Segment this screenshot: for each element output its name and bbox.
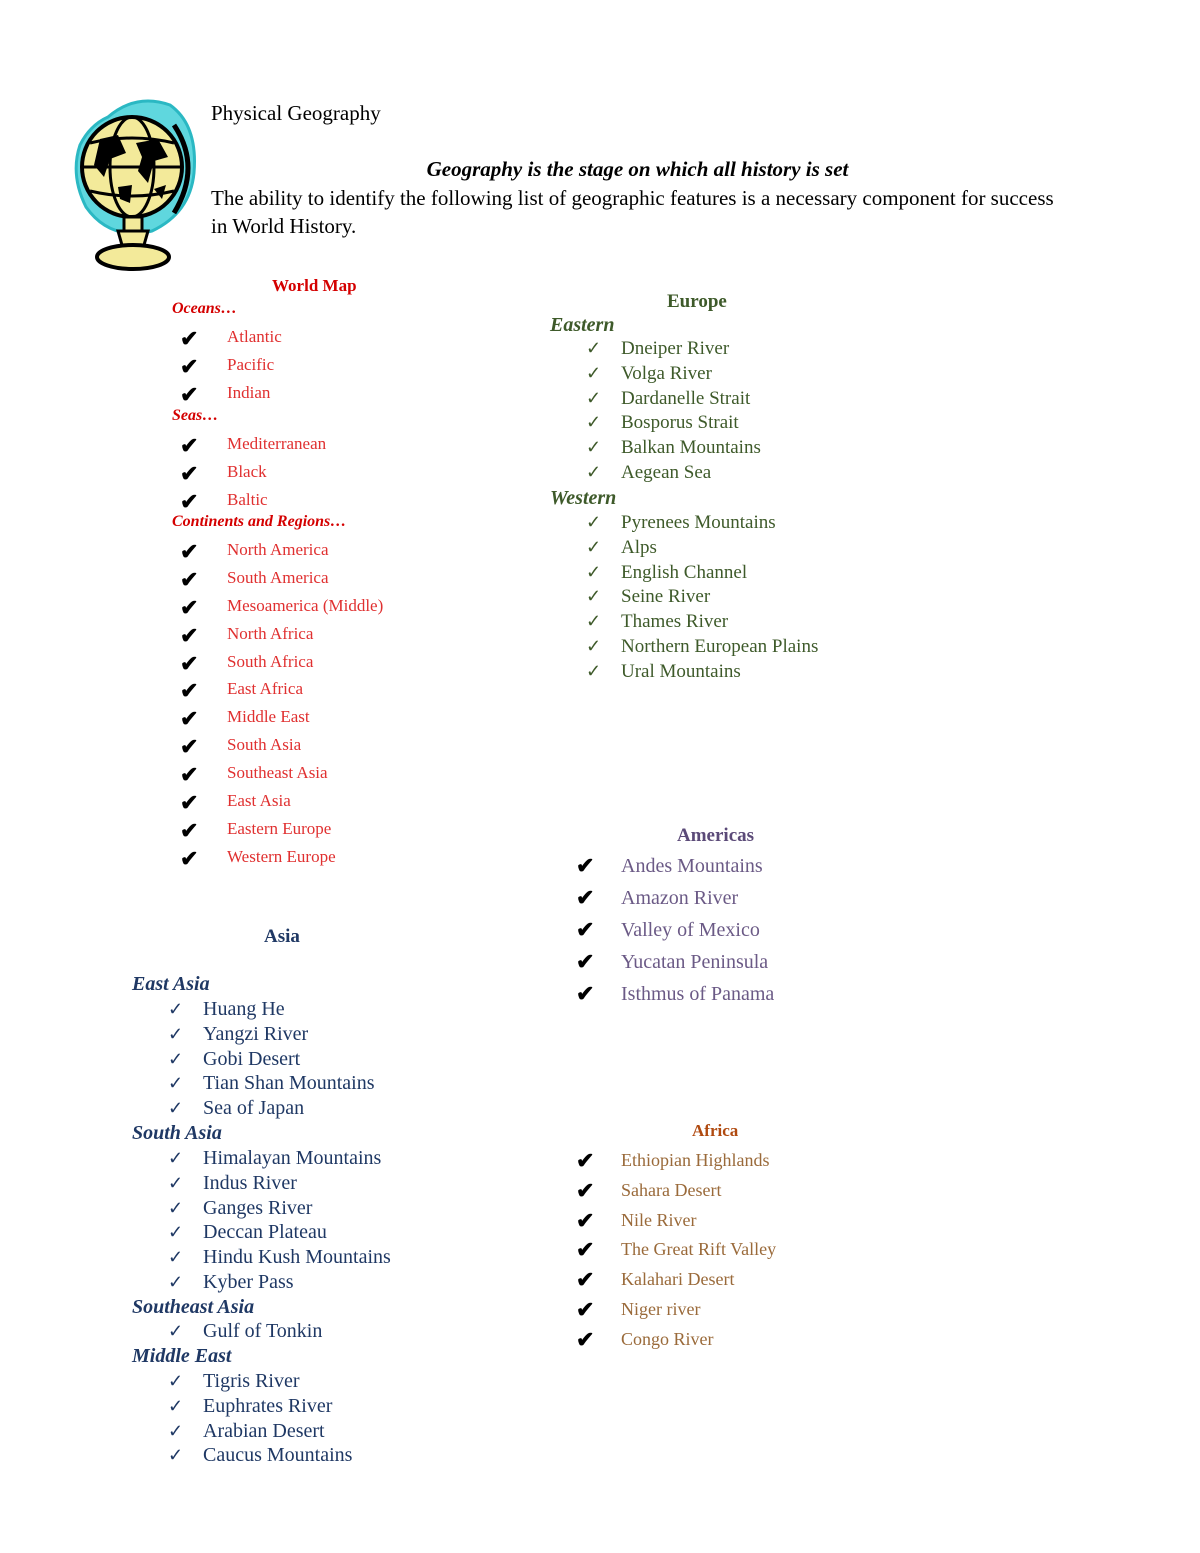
list-item: ✓ Dardanelle Strait bbox=[586, 387, 751, 409]
checkmark-icon: ✓ bbox=[168, 1172, 184, 1193]
world-map-heading: World Map bbox=[272, 276, 357, 295]
list-item: ✔ Isthmus of Panama bbox=[576, 981, 775, 1006]
checkmark-icon: ✓ bbox=[586, 362, 602, 383]
asia-heading: Asia bbox=[264, 926, 300, 947]
list-item: ✔ Ethiopian Highlands bbox=[576, 1148, 770, 1173]
list-item: ✓ Gulf of Tonkin bbox=[168, 1320, 323, 1342]
checkmark-icon: ✔ bbox=[180, 817, 199, 843]
checkmark-icon: ✔ bbox=[180, 461, 199, 486]
southeast-asia-list bbox=[168, 1320, 323, 1345]
list-item: ✔ Congo River bbox=[576, 1326, 714, 1352]
oceans-list bbox=[180, 326, 282, 410]
checkmark-icon: ✓ bbox=[168, 1048, 184, 1069]
list-item: ✔ Andes Mountains bbox=[576, 853, 763, 878]
east-asia-label: East Asia bbox=[132, 973, 210, 995]
seas-list bbox=[180, 433, 327, 517]
checkmark-icon: ✓ bbox=[168, 1271, 184, 1292]
checkmark-icon: ✓ bbox=[586, 561, 602, 582]
list-item: ✔ Amazon River bbox=[576, 885, 739, 910]
seas-label: Seas… bbox=[172, 407, 219, 424]
checkmark-icon: ✓ bbox=[586, 461, 602, 482]
checkmark-icon: ✓ bbox=[586, 536, 602, 557]
checkmark-icon: ✔ bbox=[576, 1148, 595, 1173]
checkmark-icon: ✔ bbox=[576, 885, 595, 910]
list-item: ✔ Atlantic bbox=[180, 326, 282, 351]
list-item: ✔ Eastern Europe bbox=[180, 817, 332, 843]
checkmark-icon: ✔ bbox=[576, 1267, 595, 1293]
list-item: ✓ Aegean Sea bbox=[586, 461, 712, 483]
checkmark-icon: ✔ bbox=[576, 1296, 595, 1322]
checkmark-icon: ✓ bbox=[168, 1420, 184, 1441]
list-item: ✓ Deccan Plateau bbox=[168, 1221, 327, 1244]
list-item: ✔ South Asia bbox=[180, 734, 302, 760]
east-asia-list bbox=[168, 998, 375, 1122]
list-item: ✓ Ural Mountains bbox=[586, 660, 741, 682]
checkmark-icon: ✔ bbox=[180, 845, 199, 871]
europe-heading: Europe bbox=[667, 291, 727, 312]
list-item: ✓ Indus River bbox=[168, 1171, 297, 1194]
checkmark-icon: ✓ bbox=[168, 1247, 184, 1268]
list-item: ✔ Mesoamerica (Middle) bbox=[180, 594, 384, 620]
list-item: ✔ Black bbox=[180, 461, 267, 486]
checkmark-icon: ✔ bbox=[576, 981, 595, 1006]
eastern-europe-label: Eastern bbox=[550, 314, 615, 336]
list-item: ✔ North Africa bbox=[180, 622, 314, 648]
list-item: ✔ South America bbox=[180, 566, 329, 592]
checkmark-icon: ✔ bbox=[180, 762, 199, 788]
checkmark-icon: ✓ bbox=[586, 512, 602, 532]
list-item: ✓ Huang He bbox=[168, 998, 285, 1020]
list-item: ✓ Euphrates River bbox=[168, 1394, 333, 1417]
list-item: ✓ Northern European Plains bbox=[586, 635, 819, 657]
middle-east-label: Middle East bbox=[132, 1345, 232, 1367]
checkmark-icon: ✓ bbox=[586, 437, 602, 458]
list-item: ✓ Himalayan Mountains bbox=[168, 1147, 382, 1169]
list-item: ✔ Indian bbox=[180, 382, 271, 407]
checkmark-icon: ✔ bbox=[180, 678, 199, 704]
americas-heading: Americas bbox=[677, 825, 755, 846]
checkmark-icon: ✓ bbox=[168, 1371, 184, 1391]
checkmark-icon: ✓ bbox=[168, 1321, 184, 1341]
list-item: ✓ Dneiper River bbox=[586, 338, 730, 359]
eastern-europe-list bbox=[586, 338, 761, 487]
list-item: ✔ Yucatan Peninsula bbox=[576, 949, 769, 974]
list-item: ✔ Western Europe bbox=[180, 845, 336, 871]
list-item: ✔ Valley of Mexico bbox=[576, 917, 760, 942]
checkmark-icon: ✔ bbox=[180, 566, 199, 592]
oceans-label: Oceans… bbox=[172, 300, 237, 317]
list-item: ✔ Southeast Asia bbox=[180, 762, 328, 788]
list-item: ✔ South Africa bbox=[180, 650, 314, 676]
checkmark-icon: ✔ bbox=[576, 1177, 595, 1203]
intro-paragraph: The ability to identify the following list of geographic features is a necessary component for success in World History. bbox=[211, 186, 1054, 238]
checkmark-icon: ✓ bbox=[586, 412, 602, 433]
continents-label: Continents and Regions… bbox=[172, 513, 347, 530]
list-item: ✓ Hindu Kush Mountains bbox=[168, 1246, 391, 1269]
list-item: ✓ Thames River bbox=[586, 611, 729, 633]
list-item: ✓ Gobi Desert bbox=[168, 1047, 301, 1070]
globe-icon bbox=[70, 95, 205, 280]
checkmark-icon: ✓ bbox=[168, 1222, 184, 1243]
list-item: ✔ Middle East bbox=[180, 706, 310, 732]
western-europe-label: Western bbox=[550, 487, 617, 509]
list-item: ✓ Ganges River bbox=[168, 1196, 313, 1219]
americas-list bbox=[576, 853, 775, 1013]
list-item: ✓ Volga River bbox=[586, 362, 712, 384]
checkmark-icon: ✓ bbox=[586, 586, 602, 607]
south-asia-label: South Asia bbox=[132, 1122, 222, 1144]
list-item: ✓ Pyrenees Mountains bbox=[586, 512, 776, 533]
checkmark-icon: ✓ bbox=[168, 1197, 184, 1218]
checkmark-icon: ✓ bbox=[168, 1148, 184, 1168]
checkmark-icon: ✔ bbox=[180, 734, 199, 760]
list-item: ✓ Seine River bbox=[586, 586, 711, 608]
list-item: ✔ The Great Rift Valley bbox=[576, 1237, 777, 1263]
checkmark-icon: ✔ bbox=[180, 706, 199, 732]
checkmark-icon: ✔ bbox=[576, 853, 595, 878]
list-item: ✔ East Asia bbox=[180, 790, 291, 816]
checkmark-icon: ✔ bbox=[180, 622, 199, 648]
list-item: ✔ North America bbox=[180, 539, 329, 564]
list-item: ✔ Niger river bbox=[576, 1296, 701, 1322]
checkmark-icon: ✓ bbox=[168, 1098, 184, 1119]
list-item: ✔ Kalahari Desert bbox=[576, 1267, 735, 1293]
checkmark-icon: ✓ bbox=[168, 1445, 184, 1466]
checkmark-icon: ✔ bbox=[180, 354, 199, 379]
checkmark-icon: ✓ bbox=[586, 387, 602, 408]
checkmark-icon: ✔ bbox=[180, 326, 199, 351]
list-item: ✓ Tigris River bbox=[168, 1370, 300, 1392]
checkmark-icon: ✓ bbox=[168, 1073, 184, 1094]
list-item: ✔ Mediterranean bbox=[180, 433, 327, 458]
list-item: ✓ Balkan Mountains bbox=[586, 437, 761, 459]
checkmark-icon: ✓ bbox=[586, 611, 602, 632]
checkmark-icon: ✔ bbox=[180, 539, 199, 564]
list-item: ✓ Arabian Desert bbox=[168, 1419, 325, 1442]
list-item: ✓ Bosporus Strait bbox=[586, 412, 739, 434]
checkmark-icon: ✔ bbox=[576, 1207, 595, 1233]
list-item: ✓ English Channel bbox=[586, 561, 748, 583]
checkmark-icon: ✓ bbox=[586, 635, 602, 656]
list-item: ✓ Alps bbox=[586, 536, 657, 558]
checkmark-icon: ✔ bbox=[180, 594, 199, 620]
southeast-asia-label: Southeast Asia bbox=[132, 1296, 255, 1318]
checkmark-icon: ✔ bbox=[180, 489, 199, 514]
list-item: ✓ Yangzi River bbox=[168, 1022, 309, 1045]
list-item: ✓ Caucus Mountains bbox=[168, 1444, 353, 1467]
checkmark-icon: ✓ bbox=[168, 1395, 184, 1416]
africa-heading: Africa bbox=[692, 1121, 739, 1140]
list-item: ✔ Nile River bbox=[576, 1207, 697, 1233]
western-europe-list bbox=[586, 512, 819, 686]
page-subtitle: Geography is the stage on which all history is set bbox=[426, 157, 849, 181]
checkmark-icon: ✔ bbox=[576, 1326, 595, 1352]
list-item: ✓ Tian Shan Mountains bbox=[168, 1072, 375, 1095]
checkmark-icon: ✔ bbox=[180, 790, 199, 816]
checkmark-icon: ✔ bbox=[576, 1237, 595, 1263]
middle-east-list bbox=[168, 1370, 353, 1469]
continents-list bbox=[180, 539, 384, 874]
checkmark-icon: ✓ bbox=[586, 338, 602, 358]
list-item: ✔ Sahara Desert bbox=[576, 1177, 722, 1203]
africa-list bbox=[576, 1148, 777, 1357]
checkmark-icon: ✔ bbox=[180, 433, 199, 458]
checkmark-icon: ✔ bbox=[180, 650, 199, 676]
checkmark-icon: ✔ bbox=[180, 382, 199, 407]
south-asia-list bbox=[168, 1147, 391, 1296]
page-title: Physical Geography bbox=[211, 101, 381, 125]
list-item: ✓ Kyber Pass bbox=[168, 1270, 294, 1293]
checkmark-icon: ✔ bbox=[576, 917, 595, 942]
list-item: ✔ Baltic bbox=[180, 489, 268, 514]
list-item: ✔ East Africa bbox=[180, 678, 303, 704]
list-item: ✔ Pacific bbox=[180, 354, 275, 379]
checkmark-icon: ✓ bbox=[168, 1023, 184, 1044]
checkmark-icon: ✓ bbox=[168, 999, 184, 1019]
checkmark-icon: ✓ bbox=[586, 660, 602, 681]
list-item: ✓ Sea of Japan bbox=[168, 1097, 305, 1120]
checkmark-icon: ✔ bbox=[576, 949, 595, 974]
